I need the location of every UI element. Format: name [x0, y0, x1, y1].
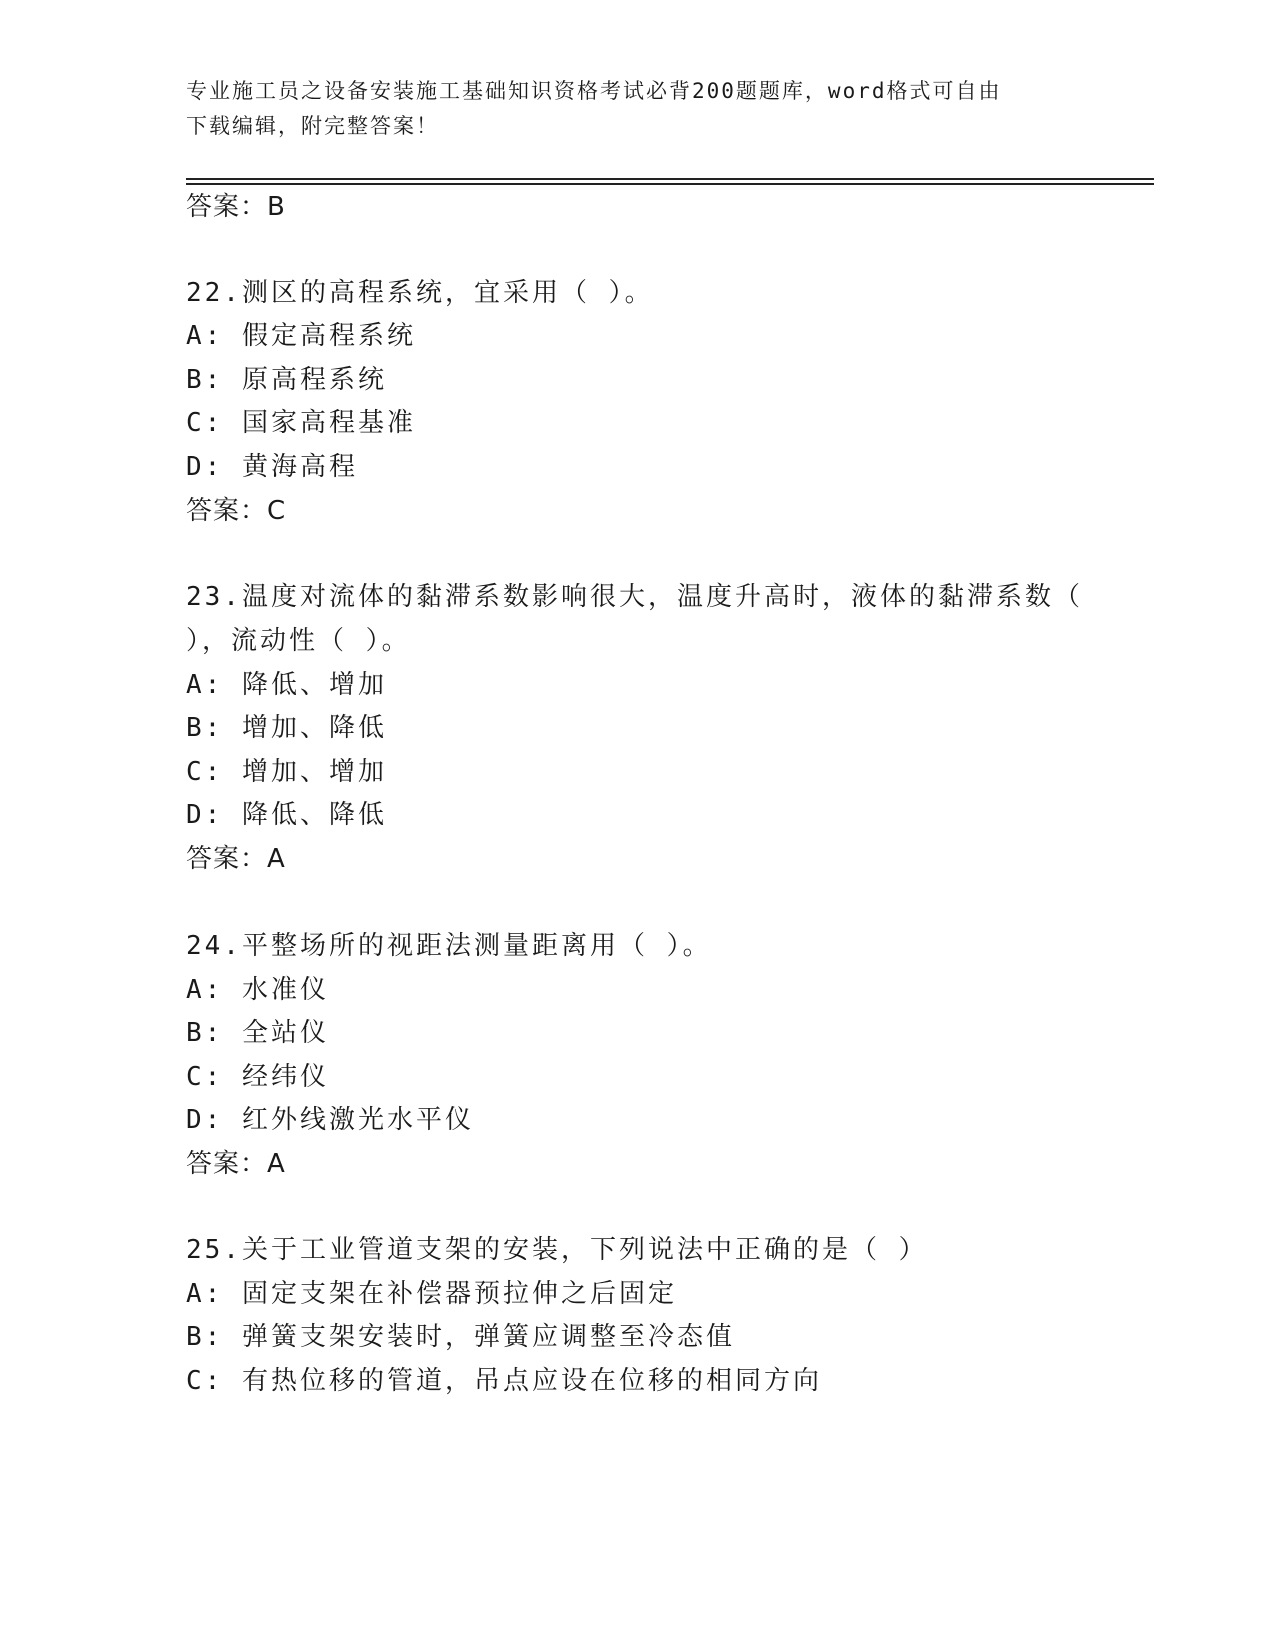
previous-answer: 答案：B — [186, 192, 286, 222]
header-divider-top — [186, 178, 1154, 180]
question-23-option-d: D: 降低、降低 — [186, 800, 387, 830]
question-24-option-a: A: 水准仪 — [186, 975, 329, 1005]
header-line-1: 专业施工员之设备安装施工基础知识资格考试必背200题题库，word格式可自由 — [186, 79, 1002, 103]
question-22-stem: 22.测区的高程系统，宜采用（ ）。 — [186, 278, 654, 308]
question-25-option-b: B: 弹簧支架安装时，弹簧应调整至冷态值 — [186, 1322, 735, 1352]
question-22-option-b: B: 原高程系统 — [186, 365, 387, 395]
question-24-option-b: B: 全站仪 — [186, 1018, 329, 1048]
question-22-option-d: D: 黄海高程 — [186, 452, 358, 482]
question-22-option-c: C: 国家高程基准 — [186, 408, 416, 438]
header-divider-bottom — [186, 183, 1154, 185]
question-25-stem: 25.关于工业管道支架的安装，下列说法中正确的是（ ） — [186, 1235, 928, 1265]
question-24-stem: 24.平整场所的视距法测量距离用（ ）。 — [186, 931, 712, 961]
question-23-answer: 答案：A — [186, 844, 286, 874]
question-23-option-a: A: 降低、增加 — [186, 670, 387, 700]
question-24-answer: 答案：A — [186, 1149, 286, 1179]
question-24-option-c: C: 经纬仪 — [186, 1062, 329, 1092]
question-25-option-a: A: 固定支架在补偿器预拉伸之后固定 — [186, 1279, 677, 1309]
question-23-option-c: C: 增加、增加 — [186, 757, 387, 787]
question-23-stem-line-1: 23.温度对流体的黏滞系数影响很大，温度升高时，液体的黏滞系数（ — [186, 582, 1083, 612]
document-header — [186, 74, 1066, 144]
question-25-option-c: C: 有热位移的管道，吊点应设在位移的相同方向 — [186, 1366, 822, 1396]
question-23-option-b: B: 增加、降低 — [186, 713, 387, 743]
header-line-2: 下载编辑，附完整答案！ — [186, 114, 439, 138]
question-23-stem-line-2: ），流动性（ ）。 — [186, 626, 411, 656]
question-22-answer: 答案：C — [186, 496, 287, 526]
question-24-option-d: D: 红外线激光水平仪 — [186, 1105, 474, 1135]
question-22-option-a: A: 假定高程系统 — [186, 321, 416, 351]
